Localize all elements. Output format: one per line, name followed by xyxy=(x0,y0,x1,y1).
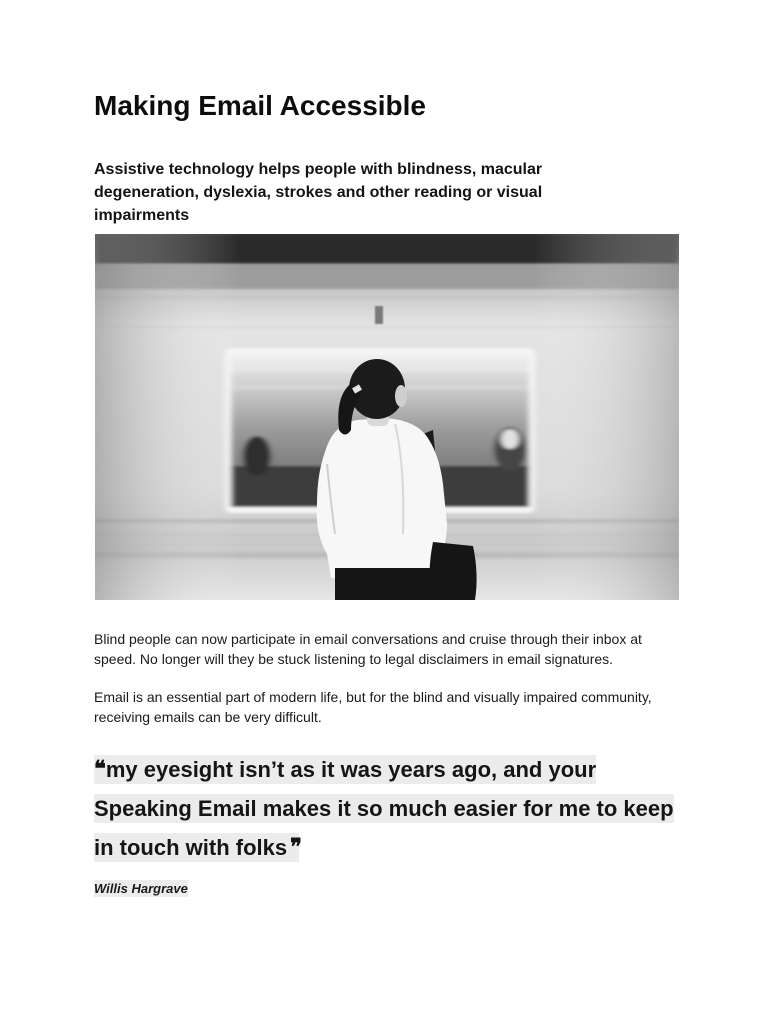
open-quote-icon: ❝ xyxy=(94,756,103,782)
paragraph-intro: Blind people can now participate in email conversations and cruise through their inbox at speed. No longer will they be stuck listening to legal disclaimers in email signatures. xyxy=(94,631,642,667)
page-title: Making Email Accessible xyxy=(94,90,426,121)
quote-author xyxy=(94,880,188,898)
article-subtitle: Assistive technology helps people with blindness, macular degeneration, dyslexia, strokes and other reading or visual impairments xyxy=(94,161,543,224)
quote-text: my eyesight isn’t as it was years ago, and your Speaking Email makes it so much easier for me to keep in touch with folks xyxy=(94,757,674,860)
quote-author-name: Willis Hargrave xyxy=(94,881,188,896)
testimonial-quote xyxy=(94,750,684,867)
paragraph-context: Email is an essential part of modern life, but for the blind and visually impaired community, receiving emails can be very difficult. xyxy=(94,689,652,725)
close-quote-icon: ❞ xyxy=(290,834,299,860)
hero-image-woman-on-platform xyxy=(95,234,679,600)
